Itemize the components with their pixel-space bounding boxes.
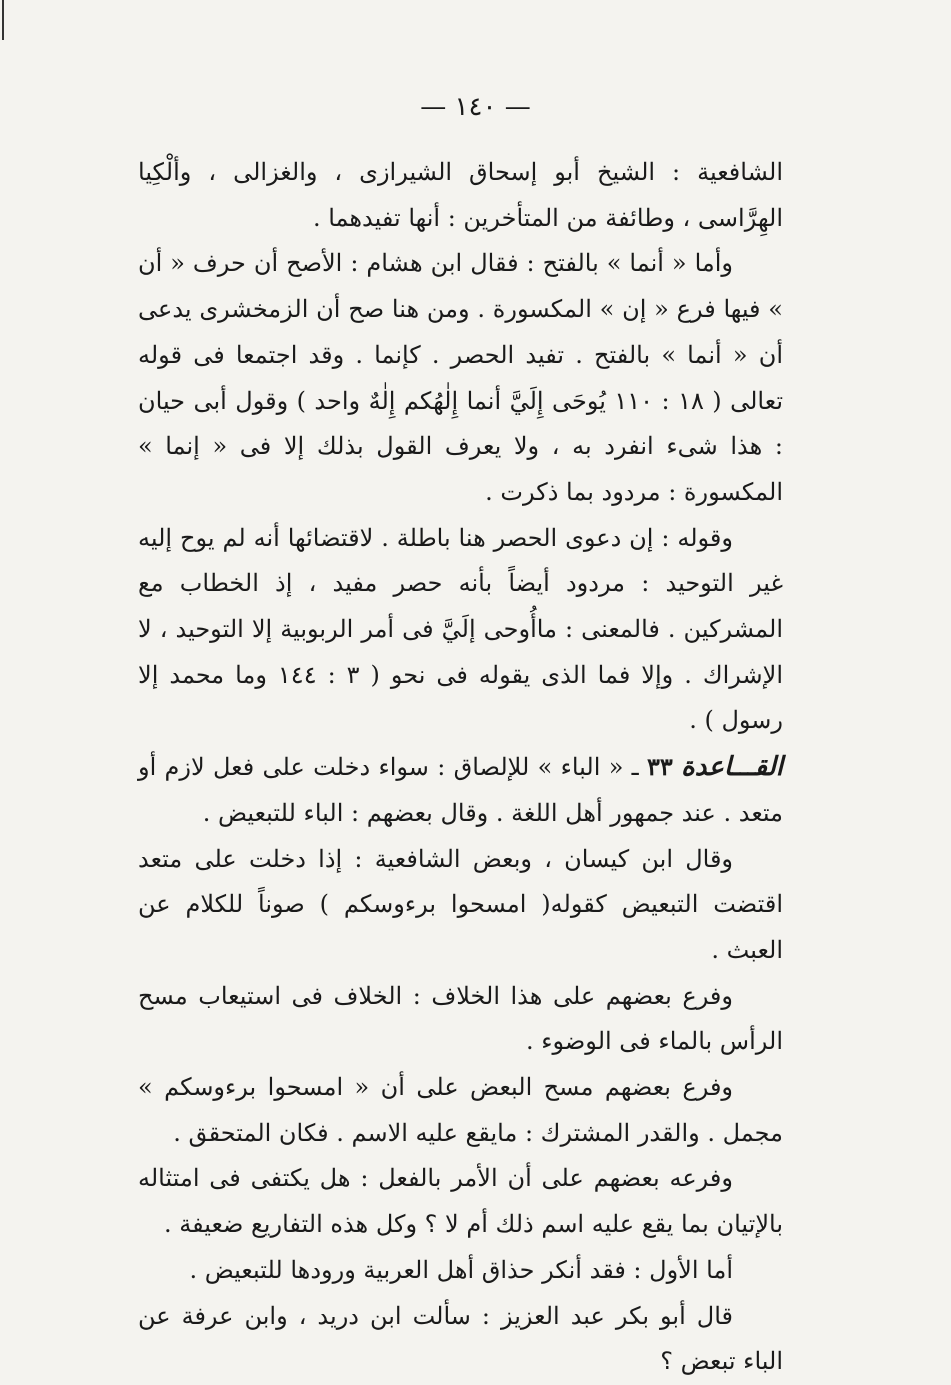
paragraph-7: وفرع بعضهم مسح البعض على أن « امسحوا برءوسكم » مجمل . والقدر المشترك : مايقع عليه الاسم . فكان المتحقق . [138, 1073, 783, 1147]
paragraph-1: الشافعية : الشيخ أبو إسحاق الشيرازى ، والغزالى ، وألْكِيا الهِرَّاسى ، وطائفة من المتأخرين : أنها تفيدهما . [138, 158, 783, 232]
page-number: — ١٤٠ — [420, 92, 531, 122]
paragraph-9: أما الأول : فقد أنكر حذاق أهل العربية ورودها للتبعيض . [189, 1255, 733, 1284]
paragraph-8: وفرعه بعضهم على أن الأمر بالفعل : هل يكتفى فى امتثاله بالإتيان بما يقع عليه اسم ذلك أم لا ؟ وكل هذه التفاريع ضعيفة . [138, 1164, 783, 1239]
paragraph-rule-33 [138, 744, 783, 836]
rule-text: ـ « الباء » للإلصاق : سواء دخلت على فعل لازم أو متعد . عند جمهور أهل اللغة . وقال بعضهم : الباء للتبعيض . [138, 753, 783, 827]
body-text [138, 150, 783, 1385]
paragraph-6: وفرع بعضهم على هذا الخلاف : الخلاف فى استيعاب مسح الرأس بالماء فى الوضوء . [138, 981, 783, 1056]
paragraph-5: وقال ابن كيسان ، وبعض الشافعية : إذا دخلت على متعد اقتضت التبعيض كقوله( امسحوا برءوسكم ) صوناً للكلام عن العبث . [138, 844, 783, 964]
paragraph-2: وأما « أنما » بالفتح : فقال ابن هشام : الأصح أن حرف « أن » فيها فرع « إن » المكسورة . ومن هنا صح أن الزمخشرى يدعى أن « أنما » بالفتح . تفيد الحصر . كإنما . وقد اجتمعا فى قوله تعالى ( ١٨ : ١١٠ يُوحَى إِلَيَّ أنما إِلٰهُكم إِلٰهٌ واحد ) وقول أبى حيان : هذا شىء انفرد به ، ولا يعرف القول بذلك إلا فى « إنما » المكسورة : مردود بما ذكرت . [138, 249, 783, 506]
rule-number: ٣٣ [647, 752, 673, 782]
paragraph-3: وقوله : إن دعوى الحصر هنا باطلة . لاقتضائها أنه لم يوح إليه غير التوحيد : مردود أيضاً بأنه حصر مفيد ، إذ الخطاب مع المشركين . فالمعنى : ماأُوحى إلَيَّ فى أمر الربوبية إلا التوحيد ، لا الإشراك . وإلا فما الذى يقوله فى نحو ( ٣ : ١٤٤ وما محمد إلا رسول ) . [138, 523, 783, 735]
scan-edge-mark [2, 0, 4, 40]
rule-label: القـــاعدة [681, 752, 783, 783]
paragraph-10: قال أبو بكر عبد العزيز : سألت ابن دريد ، وابن عرفة عن الباء تبعض ؟ [138, 1301, 783, 1376]
